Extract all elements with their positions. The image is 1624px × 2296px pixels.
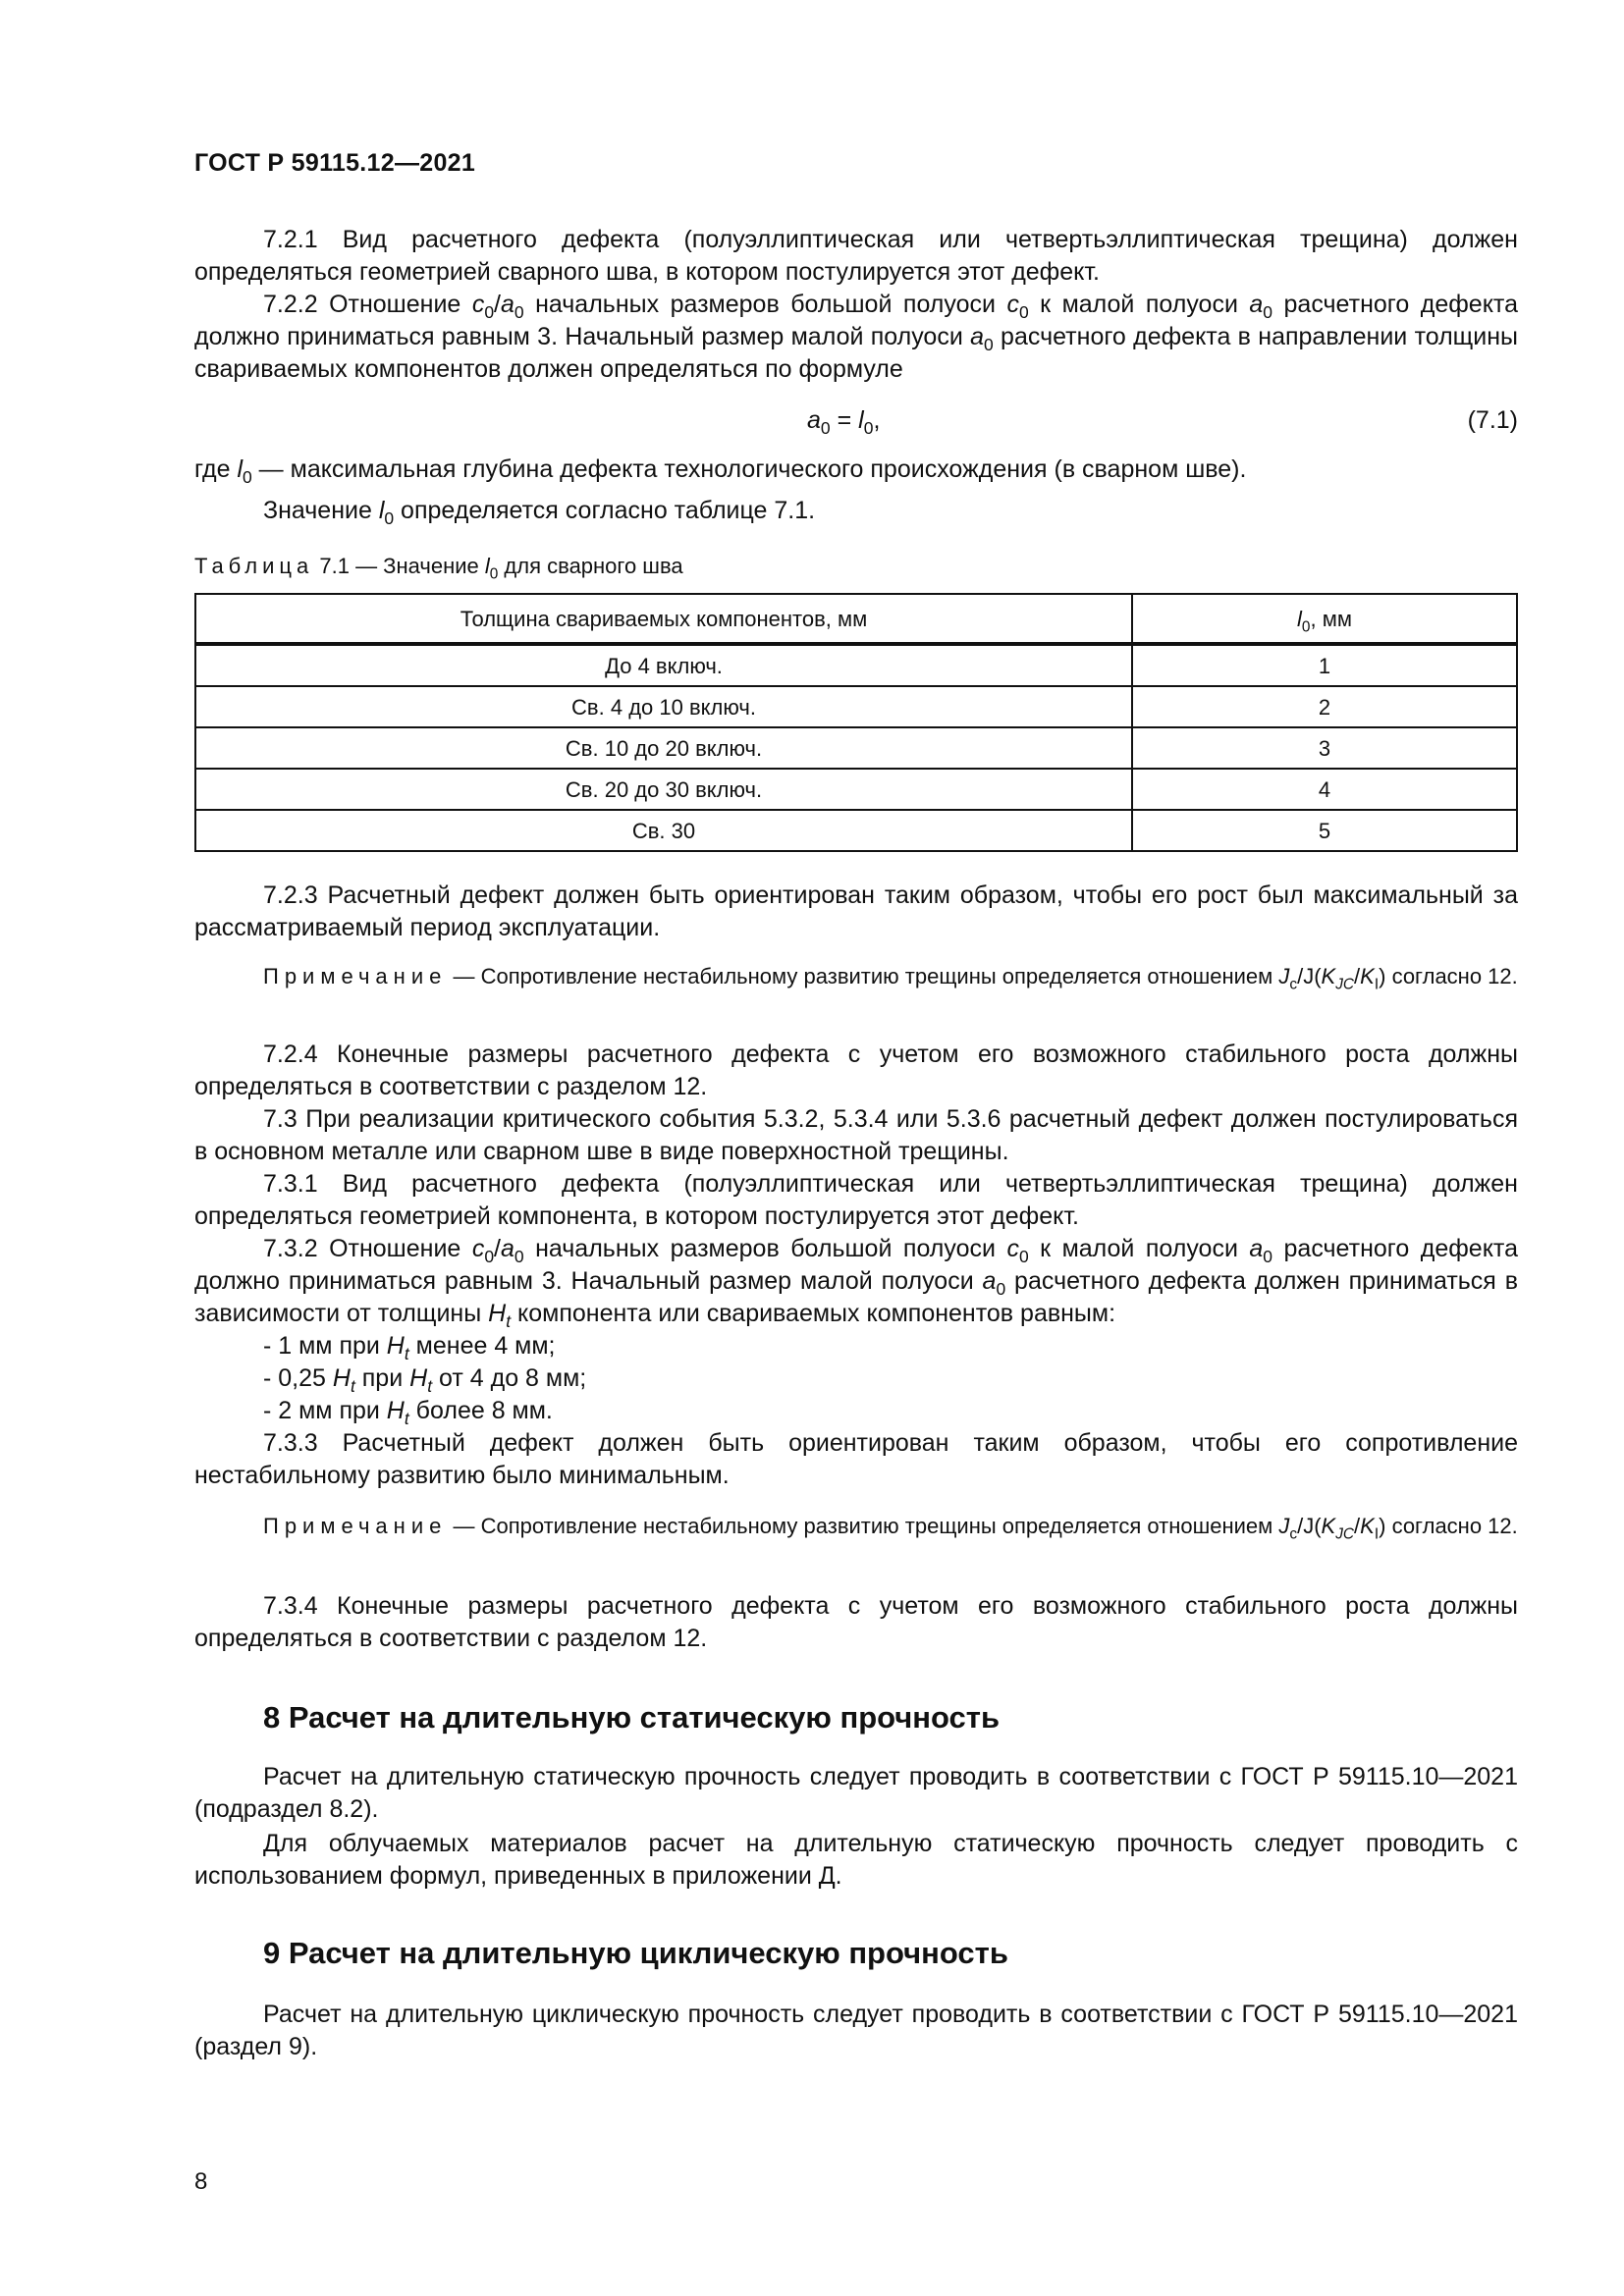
table-7-1-caption: Таблица 7.1 — Значение $l_0$ для сварного шва bbox=[194, 554, 683, 583]
formula-number: (7.1) bbox=[1467, 406, 1518, 434]
table-cell-l0: 4 bbox=[1132, 769, 1517, 810]
section-8-paragraph-1: Расчет на длительную статическую прочность следует проводить в соответствии с ГОСТ Р 59115.10—2021 (подраздел 8.2). bbox=[194, 1763, 1518, 1823]
table-row bbox=[195, 769, 1517, 810]
formula-expression: $a_0 = l_0$, bbox=[807, 406, 881, 439]
paragraph-7-3-2: 7.3.2 Отношение $c_0/a_0$ начальных размеров большой полуоси $c_0$ к малой полуоси $a_0$ расчетного дефекта должно приниматься равным 3. Начальный размер малой полуоси $a_0$ расчетного дефекта должен приниматься в зависимости от толщины $H_t$ компонента или свариваемых компонентов равным: bbox=[194, 1235, 1518, 1332]
table-header-l0: $l_0$, мм bbox=[1132, 594, 1517, 644]
table-cell-l0: 5 bbox=[1132, 810, 1517, 851]
section-9-paragraph-1: Расчет на длительную циклическую прочность следует проводить в соответствии с ГОСТ Р 59115.10—2021 (раздел 9). bbox=[194, 2001, 1518, 2060]
paragraph-7-2-4: 7.2.4 Конечные размеры расчетного дефекта с учетом его возможного стабильного роста должны определяться в соответствии с разделом 12. bbox=[194, 1041, 1518, 1100]
table-cell-l0: 3 bbox=[1132, 727, 1517, 769]
paragraph-7-3-4: 7.3.4 Конечные размеры расчетного дефекта с учетом его возможного стабильного роста должны определяться в соответствии с разделом 12. bbox=[194, 1592, 1518, 1652]
table-cell-thickness: До 4 включ. bbox=[195, 644, 1132, 686]
paragraph-7-3-3: 7.3.3 Расчетный дефект должен быть ориентирован таким образом, чтобы его сопротивление нестабильному развитию было минимальным. bbox=[194, 1429, 1518, 1489]
table-7-1 bbox=[194, 593, 1518, 852]
table-row bbox=[195, 644, 1517, 686]
formula-7-1 bbox=[194, 404, 1518, 437]
section-8-title: 8 Расчет на длительную статическую прочность bbox=[263, 1700, 1001, 1735]
paragraph-7-3-1: 7.3.1 Вид расчетного дефекта (полуэллиптическая или четвертьэллиптическая трещина) должен определяться геометрией компонента, в котором постулируется этот дефект. bbox=[194, 1170, 1518, 1230]
where-l0: где $l_0$ — максимальная глубина дефекта технологического происхождения (в сварном шве). bbox=[194, 455, 1247, 488]
document-header: ГОСТ Р 59115.12—2021 bbox=[194, 149, 476, 177]
paragraph-7-3: 7.3 При реализации критического события 5.3.2, 5.3.4 или 5.3.6 расчетный дефект должен постулироваться в основном металле или сварном шве в виде поверхностной трещины. bbox=[194, 1105, 1518, 1165]
table-cell-thickness: Св. 30 bbox=[195, 810, 1132, 851]
section-9-title: 9 Расчет на длительную циклическую прочность bbox=[263, 1936, 1008, 1970]
list-item: - 0,25 $H_t$ при $H_t$ от 4 до 8 мм; bbox=[263, 1364, 587, 1397]
table-header-thickness: Толщина свариваемых компонентов, мм bbox=[195, 594, 1132, 644]
table-row bbox=[195, 810, 1517, 851]
note-2: Примечание — Сопротивление нестабильному развитию трещины определяется отношением $J_c/J(K_{JC}/K_I)$ согласно 12. bbox=[263, 1514, 1518, 1543]
thickness-list bbox=[263, 1330, 586, 1427]
table-row bbox=[195, 686, 1517, 727]
paragraph-7-2-1: 7.2.1 Вид расчетного дефекта (полуэллиптическая или четвертьэллиптическая трещина) должен определяться геометрией сварного шва, в котором постулируется этот дефект. bbox=[194, 226, 1518, 286]
table-cell-thickness: Св. 20 до 30 включ. bbox=[195, 769, 1132, 810]
paragraph-7-2-2: 7.2.2 Отношение $c_0/a_0$ начальных размеров большой полуоси $c_0$ к малой полуоси $a_0$ расчетного дефекта должно приниматься равным 3. Начальный размер малой полуоси $a_0$ расчетного дефекта в направлении толщины свариваемых компонентов должен определяться по формуле bbox=[194, 291, 1518, 383]
note-1: Примечание — Сопротивление нестабильному развитию трещины определяется отношением $J_c/J(K_{JC}/K_I)$ согласно 12. bbox=[263, 964, 1518, 993]
list-item: - 2 мм при $H_t$ более 8 мм. bbox=[263, 1397, 553, 1429]
table-cell-l0: 1 bbox=[1132, 644, 1517, 686]
table-cell-thickness: Св. 10 до 20 включ. bbox=[195, 727, 1132, 769]
table-header-row bbox=[195, 594, 1517, 644]
l0-reference: Значение $l_0$ определяется согласно таблице 7.1. bbox=[263, 497, 816, 529]
table-row bbox=[195, 727, 1517, 769]
list-item: - 1 мм при $H_t$ менее 4 мм; bbox=[263, 1332, 556, 1364]
section-8-paragraph-2: Для облучаемых материалов расчет на длительную статическую прочность следует проводить с использованием формул, приведенных в приложении Д. bbox=[194, 1830, 1518, 1890]
table-cell-thickness: Св. 4 до 10 включ. bbox=[195, 686, 1132, 727]
page-number: 8 bbox=[194, 2168, 208, 2195]
paragraph-7-2-3: 7.2.3 Расчетный дефект должен быть ориентирован таким образом, чтобы его рост был максимальный за рассматриваемый период эксплуатации. bbox=[194, 881, 1518, 941]
table-cell-l0: 2 bbox=[1132, 686, 1517, 727]
